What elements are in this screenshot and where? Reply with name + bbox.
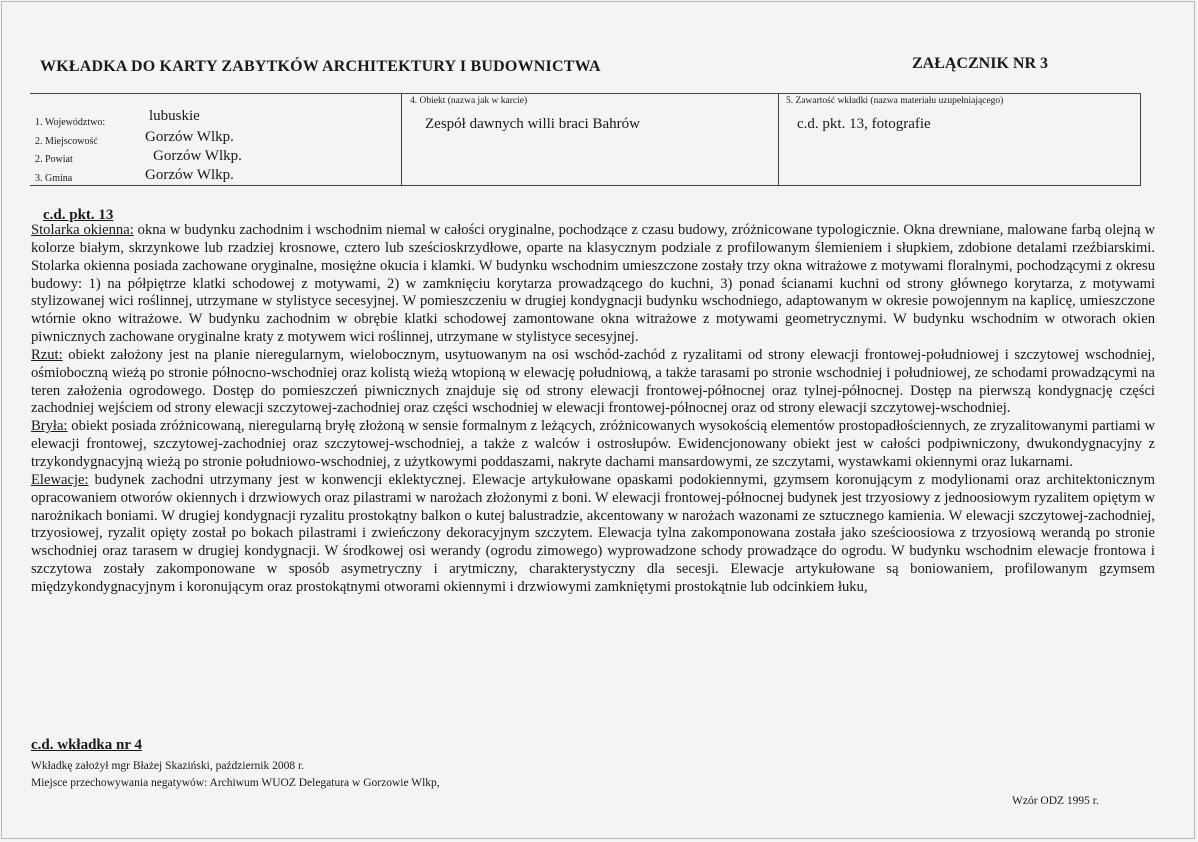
county-label: 2. Powiat xyxy=(35,154,73,165)
paragraph-windows xyxy=(31,222,1155,347)
form-title: WKŁADKA DO KARTY ZABYTKÓW ARCHITEKTURY I BUDOWNICTWA xyxy=(40,58,601,75)
text-facades: budynek zachodni utrzymany jest w konwencji eklektycznej. Elewacje artykułowane opaskami podokiennymi, gzymsem koronującym z modylionami oraz architektonicznym opracowaniem otworów okiennych i drzwiowych oraz pilastrami w narożach złożonymi z boni. W elewacji frontowej-północnej budynek jest trzyosiowy z jednoosiowym ryzalitem opiętym w narożnikach boniami. W drugiej kondygnacji ryzalitu prostokątny balkon o kutej balustradzie, akcentowany w narożach wazonami ze sztucznego kamienia. W elewacji szczytowej-zachodniej, trzyosiowej, ryzalit opięty został po bokach pilastrami i zwieńczony dekoracyjnym szczytem. Elewacja tylna zakomponowana została jako sześcioosiowa z trzyosiową werandą po stronie wschodniej oraz tarasem w drugiej kondygnacji. W środkowej osi werandy (ogrodu zimowego) wyprowadzone schody prowadzące do ogrodu. W budynku wschodnim elewacje frontowa i szczytowa zostały zakomponowane w sposób asymetryczny i arytmiczny, charakterystyczny dla secesji. Elewacje artykułowane są boniowaniem, profilowanym gzymsem międzykondygnacyjnym i koronującym oraz prostokątnymi otworami okiennymi i drzwiowymi zamkniętymi prostokątnie lub odcinkiem łuku, xyxy=(31,471,1155,595)
text-windows: okna w budynku zachodnim i wschodnim niemal w całości oryginalne, pochodzące z czasu budowy, zróżnicowane typologicznie. Okna drewniane, malowane farbą olejną w kolorze białym, skrzynkowe lub rzadziej krosnowe, cztero lub sześcioskrzydłowe, oparte na klasycznym podziale z profilowanym ślemieniem i słupkiem, zdobione detalami rzeźbiarskimi. Stolarka okienna posiada zachowane oryginalne, mosiężne okucia i klamki. W budynku wschodnim umieszczone zostały trzy okna witrażowe z motywami floralnymi, pochodzącymi z okresu budowy: 1) na półpiętrze klatki schodowej z motywami, 2) w zamknięciu korytarza prowadzącego do kuchni, 3) ponad ścianami kuchni od strony głównego korytarza, z motywami stylizowanej wici roślinnej, utrzymane w stylistyce secesyjnej. W pomieszczeniu w drugiej kondygnacji budynku wschodniego, adaptowanym w okresie powojennym na kaplicę, umieszczone wtórnie okno witrażowe. W budynku zachodnim w obrębie klatki schodowej zamontowane okna witrażowe z motywami geometrycznymi. W budynku wschodnim w otworach okien piwnicznych zachowane oryginalne kraty z motywem wici roślinnej, utrzymane w stylistyce secesyjnej. xyxy=(31,222,1155,346)
form-reference: Wzór ODZ 1995 r. xyxy=(1012,795,1099,807)
contents-value: c.d. pkt. 13, fotografie xyxy=(797,116,931,132)
paragraph-plan xyxy=(31,347,1155,418)
form-top-line xyxy=(30,93,1141,94)
author-line: Wkładkę założył mgr Błażej Skaziński, październik 2008 r. xyxy=(31,760,305,772)
term-facades: Elewacje: xyxy=(31,471,89,488)
term-massing: Bryła: xyxy=(31,418,68,435)
paragraph-facades xyxy=(31,472,1155,597)
form-bottom-line xyxy=(30,185,1141,186)
term-plan: Rzut: xyxy=(31,346,63,363)
commune-label: 3. Gmina xyxy=(35,173,73,184)
voivodeship-label: 1. Województwo: xyxy=(35,117,106,128)
form-divider-1 xyxy=(401,93,402,186)
locality-value: Gorzów Wlkp. xyxy=(145,129,234,145)
commune-value: Gorzów Wlkp. xyxy=(145,167,234,183)
storage-line: Miejsce przechowywania negatywów: Archiwum WUOZ Delegatura w Gorzowie Wlkp, xyxy=(31,777,440,789)
section-heading: c.d. pkt. 13 xyxy=(43,207,114,223)
contents-box-label: 5. Zawartość wkładki (nazwa materiału uzupełniającego) xyxy=(786,96,1004,106)
locality-label: 2. Miejscowość xyxy=(35,136,98,147)
term-windows: Stolarka okienna: xyxy=(31,222,134,238)
voivodeship-value: lubuskie xyxy=(149,108,200,124)
text-plan: obiekt założony jest na planie nieregularnym, wielobocznym, usytuowanym na osi wschód-zachód z ryzalitami od strony elewacji frontowej-południowej i szczytowej wschodniej, ośmioboczną wieżą po stronie północno-wschodniej oraz kolistą wieżą wtopioną w elewację południową, a także tarasami po stronie wschodniej i południowej, ze schodami prowadzącymi na teren założenia ogrodowego. Dostęp do pomieszczeń piwnicznych znajduje się od strony elewacji frontowej-północnej oraz tylnej-północnej. Dostęp na pierwszą kondygnację części zachodniej wejściem od strony elewacji szczytowej-zachodniej oraz części wschodniej w elewacji frontowej-północnej oraz od strony elewacji szczytowej-wschodniej. xyxy=(31,346,1155,417)
footer-heading: c.d. wkładka nr 4 xyxy=(31,737,143,753)
form-divider-2 xyxy=(778,93,779,186)
object-name: Zespół dawnych willi braci Bahrów xyxy=(425,116,640,132)
paragraph-massing xyxy=(31,418,1155,472)
object-box-label: 4. Obiekt (nazwa jak w karcie) xyxy=(410,96,528,106)
text-massing: obiekt posiada zróżnicowaną, nieregularną bryłę złożoną w sensie formalnym z leżących, zróżnicowanych wysokością elementów prostopadłościennych, ze zryzalitowanymi partiami w elewacji frontowej, szczytowej-zachodniej oraz szczytowej-wschodniej, a także z walców i ostrosłupów. Ewidencjonowany obiekt jest w całości podpiwniczony, dwukondygnacyjny z trzykondygnacyjną wieżą po stronie południowo-wschodniej, z użytkowymi poddaszami, nakryte dachami mansardowymi, ze szczytami, wystawkami okiennymi oraz lukarnami. xyxy=(31,418,1155,470)
description-section xyxy=(31,208,1155,597)
annex-number: ZAŁĄCZNIK NR 3 xyxy=(912,55,1049,72)
county-value: Gorzów Wlkp. xyxy=(153,148,242,164)
form-right-edge xyxy=(1140,93,1141,186)
